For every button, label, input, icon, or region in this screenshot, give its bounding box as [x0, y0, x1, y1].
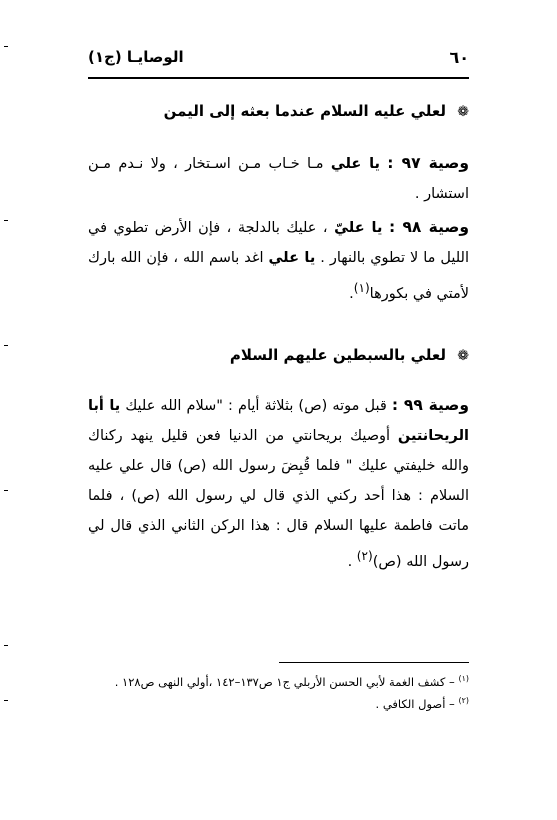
flower-icon: ❁	[457, 104, 469, 120]
section-heading-text: لعلي عليه السلام عندما بعثه إلى اليمن	[163, 102, 447, 120]
wasiyya-label: وصية ٩٧ :	[387, 154, 469, 172]
address-phrase: يا علي	[330, 156, 380, 172]
address-phrase: يا أبا الريحانتين	[88, 398, 469, 444]
address-phrase: يا علي	[268, 250, 316, 266]
wasiyya-text: مـا خـاب مـن اسـتخار ، ولا نـدم مـن استشار .	[88, 156, 469, 202]
margin-mark	[4, 700, 8, 701]
footnote-ref: (١)	[353, 281, 370, 295]
footnote-mark: (٢)	[458, 696, 469, 705]
footnote-2	[88, 692, 469, 713]
footnote-text: – كشف الغمة لأبي الحسن الأربلي ج١ ص١٣٧–١٤٢ ،أولي النهى ص١٢٨ .	[114, 674, 455, 689]
footnote-text: – أصول الكافي .	[375, 696, 455, 711]
footnote-mark: (١)	[458, 674, 469, 683]
footnote-ref: (٢)	[356, 549, 373, 563]
wasiyya-98: وصية ٩٨ : يا عليّ ، عليك بالدلجة ، فإن الأرض تطوي في الليل ما لا تطوي بالنهار . يا علي اغد باسم الله ، فإن الله بارك لأمتي في بكورها$^{(١)}$.	[88, 218, 470, 302]
header-rule	[88, 77, 469, 79]
flower-icon: ❁	[457, 348, 469, 364]
wasiyya-label: وصية ٩٨ :	[388, 218, 470, 236]
footnote-1	[88, 670, 469, 691]
running-title: الوصايـا (ج١)	[88, 48, 184, 66]
section-heading-sibtayn	[88, 346, 469, 364]
wasiyya-label: وصية ٩٩ :	[391, 396, 469, 414]
section-heading-yemen	[88, 102, 469, 120]
margin-mark	[4, 46, 8, 47]
margin-mark	[4, 345, 8, 346]
page-header	[88, 48, 469, 74]
address-phrase: يا عليّ	[334, 220, 383, 236]
wasiyya-97	[88, 148, 469, 209]
section-heading-text: لعلي بالسبطين عليهم السلام	[229, 346, 447, 364]
margin-mark	[4, 490, 8, 491]
wasiyya-text: أوصيك بريحانتي من الدنيا فعن قليل ينهد ركناك والله خليفتي عليك " فلما قُبِضَ رسول الله (ص) قال علي عليه السلام : هذا أحد ركني الذي قال لي رسول الله (ص) ، فلما ماتت فاطمة عليها السلام قال : هذا الركن الثاني الذي قال لي رسول الله (ص)	[88, 428, 469, 570]
page-number: ٦٠	[449, 48, 469, 67]
margin-mark	[4, 220, 8, 221]
wasiyya-text: قبل موته (ص) بثلاثة أيام : "سلام الله عليك	[125, 398, 387, 414]
wasiyya-text: اغد باسم الله ، فإن الله بارك لأمتي في بكورها	[88, 250, 469, 302]
margin-mark	[4, 645, 8, 646]
footnote-rule	[279, 662, 469, 663]
wasiyya-text: ، عليك بالدلجة ، فإن الأرض تطوي في الليل ما لا تطوي بالنهار .	[88, 220, 469, 266]
wasiyya-99: وصية ٩٩ : قبل موته (ص) بثلاثة أيام : "سلام الله عليك يا أبا الريحانتين أوصيك بريحانتي من الدنيا فعن قليل ينهد ركناك والله خليفتي عليك " فلما قُبِضَ رسول الله (ص) قال علي عليه السلام : هذا أحد ركني الذي قال لي رسول الله (ص) ، فلما ماتت فاطمة عليها السلام قال : هذا الركن الثاني الذي قال لي رسول الله (ص)$^{(٢)}$ .	[88, 396, 469, 570]
